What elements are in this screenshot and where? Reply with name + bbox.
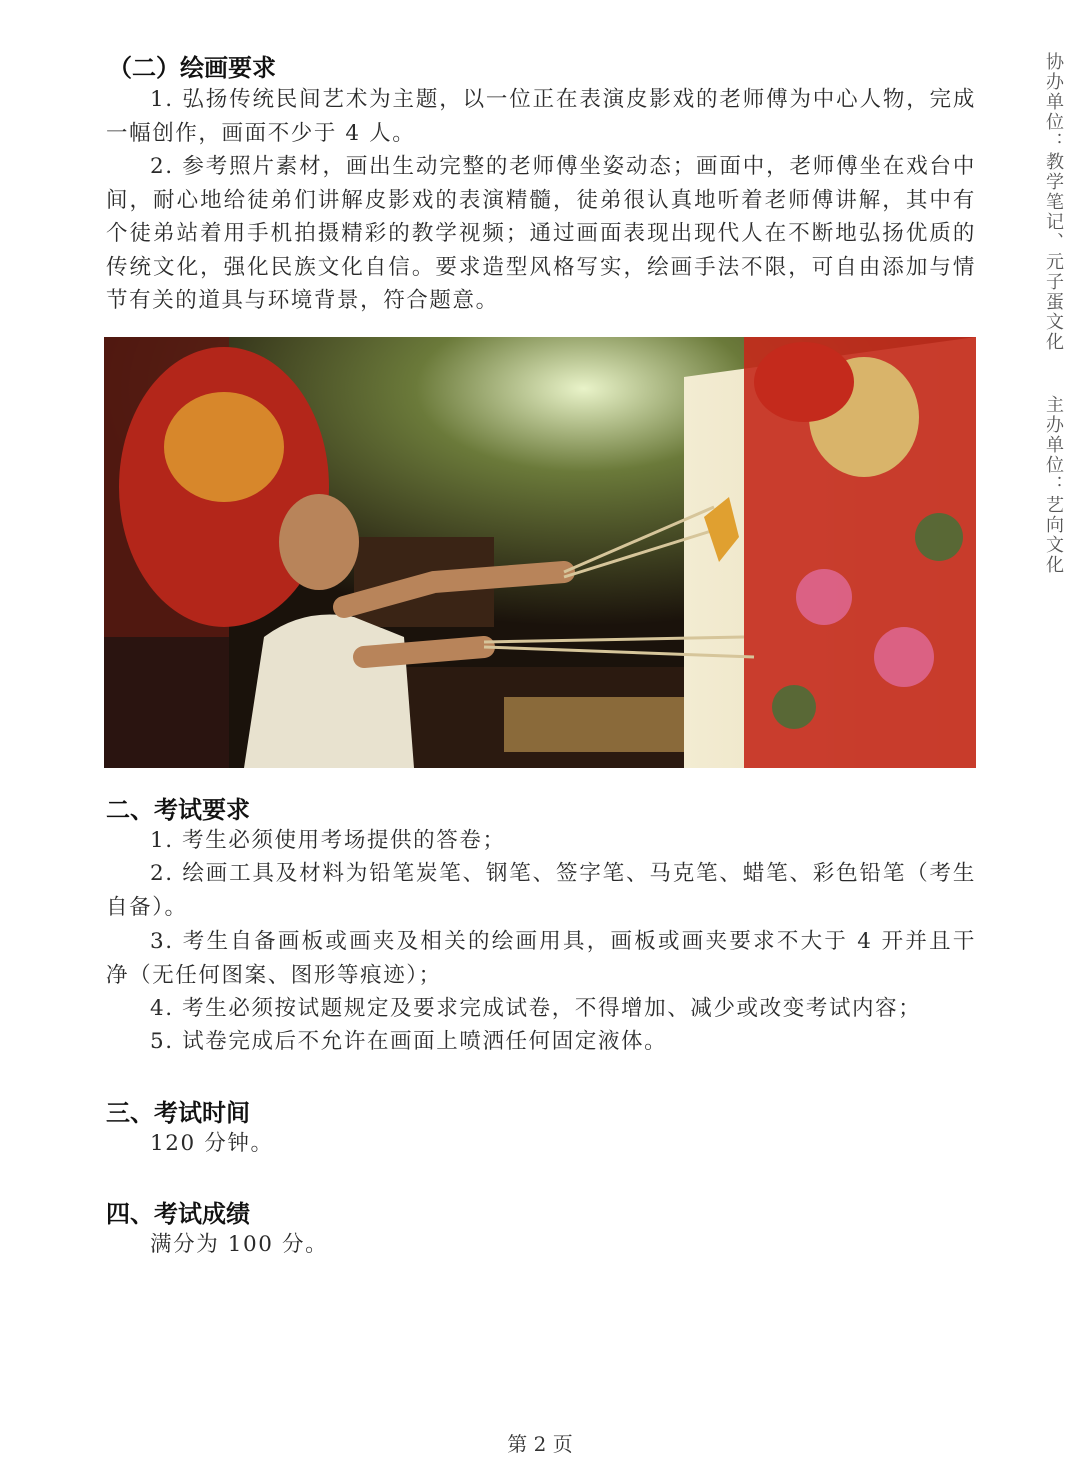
reference-photo-shadow-puppet-master [104, 337, 976, 768]
exam-req-item-3: 3. 考生自备画板或画夹及相关的绘画用具，画板或画夹要求不大于 4 开并且干净（无任何图案、图形等痕迹）； [106, 929, 976, 988]
exam-req-item-1: 1. 考生必须使用考场提供的答卷； [150, 828, 506, 853]
page-number: 第 2 页 [507, 1432, 573, 1456]
exam-score-value: 满分为 100 分。 [150, 1232, 329, 1257]
section-title-exam-score: 四、考试成绩 [106, 1200, 250, 1228]
section-title-drawing: （二）绘画要求 [108, 54, 276, 82]
side-text-co-organizer: 协办单位：教学笔记、元子蛋文化 [1043, 52, 1064, 352]
drawing-item-1: 1. 弘扬传统民间艺术为主题，以一位正在表演皮影戏的老师傅为中心人物，完成一幅创作，画面不少于 4 人。 [106, 87, 976, 146]
drawing-item-2: 2. 参考照片素材，画出生动完整的老师傅坐姿动态；画面中，老师傅坐在戏台中间，耐心地给徒弟们讲解皮影戏的表演精髓，徒弟很认真地听着老师傅讲解，其中有个徒弟站着用手机拍摄精彩的教学视频；通过画面表现出现代人在不断地弘扬优质的传统文化，强化民族文化自信。要求造型风格写实，绘画手法不限，可自由添加与情节有关的道具与环境背景，符合题意。 [106, 154, 976, 313]
section-title-exam-requirements: 二、考试要求 [106, 796, 250, 824]
exam-req-item-2: 2. 绘画工具及材料为铅笔炭笔、钢笔、签字笔、马克笔、蜡笔、彩色铅笔（考生自备）。 [106, 861, 976, 920]
exam-req-item-4: 4. 考生必须按试题规定及要求完成试卷，不得增加、减少或改变考试内容； [150, 996, 922, 1021]
side-text-organizer: 主办单位：艺向文化 [1043, 395, 1064, 575]
exam-req-item-5: 5. 试卷完成后不允许在画面上喷洒任何固定液体。 [150, 1029, 668, 1054]
exam-time-value: 120 分钟。 [150, 1131, 274, 1156]
section-title-exam-time: 三、考试时间 [106, 1099, 250, 1127]
